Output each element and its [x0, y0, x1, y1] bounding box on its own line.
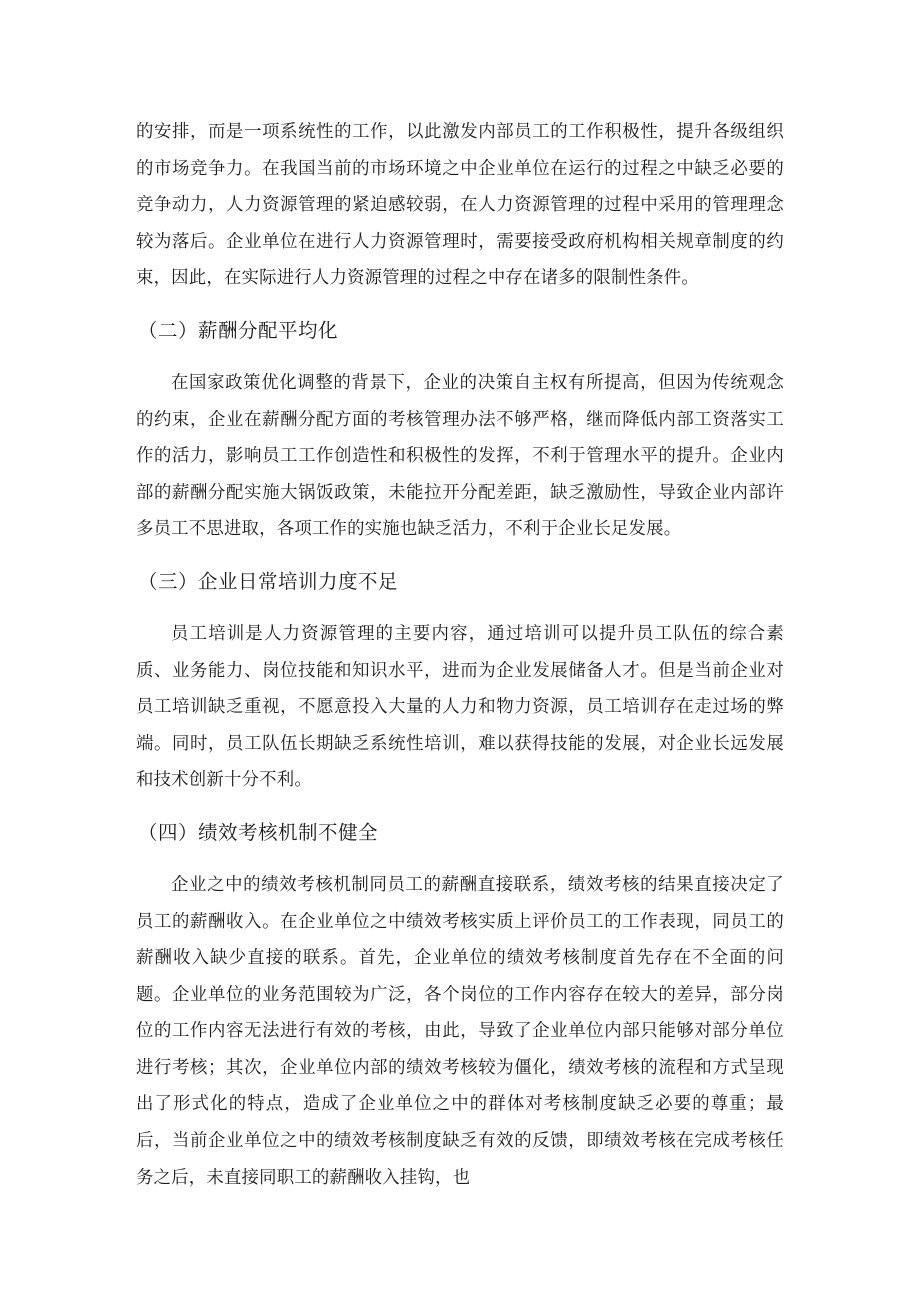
paragraph-salary-distribution: 在国家政策优化调整的背景下，企业的决策自主权有所提高，但因为传统观念的约束，企业在薪酬分配方面的考核管理办法不够严格，继而降低内部工资落实工作的活力，影响员工工作创造性和积极性的发挥，不利于管理水平的提升。企业内部的薪酬分配实施大锅饭政策，未能拉开分配差距，缺乏激励性，导致企业内部许多员工不思进取，各项工作的实施也缺乏活力，不利于企业长足发展。	[136, 372, 784, 540]
spacer	[136, 548, 784, 562]
section-heading-3: （三）企业日常培训力度不足	[138, 569, 399, 593]
spacer	[136, 351, 784, 365]
spacer	[136, 799, 784, 813]
section-heading-2: （二）薪酬分配平均化	[138, 318, 339, 342]
document-body	[136, 114, 784, 1196]
paragraph-intro-continued: 的安排，而是一项系统性的工作，以此激发内部员工的工作积极性，提升各级组织的市场竞争力。在我国当前的市场环境之中企业单位在运行的过程之中缺乏必要的竞争动力，人力资源管理的紧迫感较弱，在人力资源管理的过程中采用的管理理念较为落后。企业单位在进行人力资源管理时，需要接受政府机构相关规章制度的约束，因此，在实际进行人力资源管理的过程之中存在诸多的限制性条件。	[136, 122, 784, 289]
paragraph-performance-appraisal: 企业之中的绩效考核机制同员工的薪酬直接联系，绩效考核的结果直接决定了员工的薪酬收入。在企业单位之中绩效考核实质上评价员工的工作表现，同员工的薪酬收入缺少直接的联系。首先，企业单位的绩效考核制度首先存在不全面的问题。企业单位的业务范围较为广泛，各个岗位的工作内容存在较大的差异，部分岗位的工作内容无法进行有效的考核，由此，导致了企业单位内部只能够对部分单位进行考核；其次，企业单位内部的绩效考核较为僵化，绩效考核的流程和方式呈现出了形式化的特点，造成了企业单位之中的群体对考核制度缺乏必要的尊重；最后，当前企业单位之中的绩效考核制度缺乏有效的反馈，即绩效考核在完成考核任务之后，未直接同职工的薪酬收入挂钩，也	[136, 874, 784, 1188]
spacer	[136, 853, 784, 867]
section-heading-4: （四）绩效考核机制不健全	[138, 820, 379, 844]
spacer	[136, 297, 784, 311]
paragraph-training: 员工培训是人力资源管理的主要内容，通过培训可以提升员工队伍的综合素质、业务能力、岗位技能和知识水平，进而为企业发展储备人才。但是当前企业对员工培训缺乏重视，不愿意投入大量的人力和物力资源，员工培训存在走过场的弊端。同时，员工队伍长期缺乏系统性培训，难以获得技能的发展，对企业长远发展和技术创新十分不利。	[136, 623, 784, 791]
spacer	[136, 602, 784, 616]
